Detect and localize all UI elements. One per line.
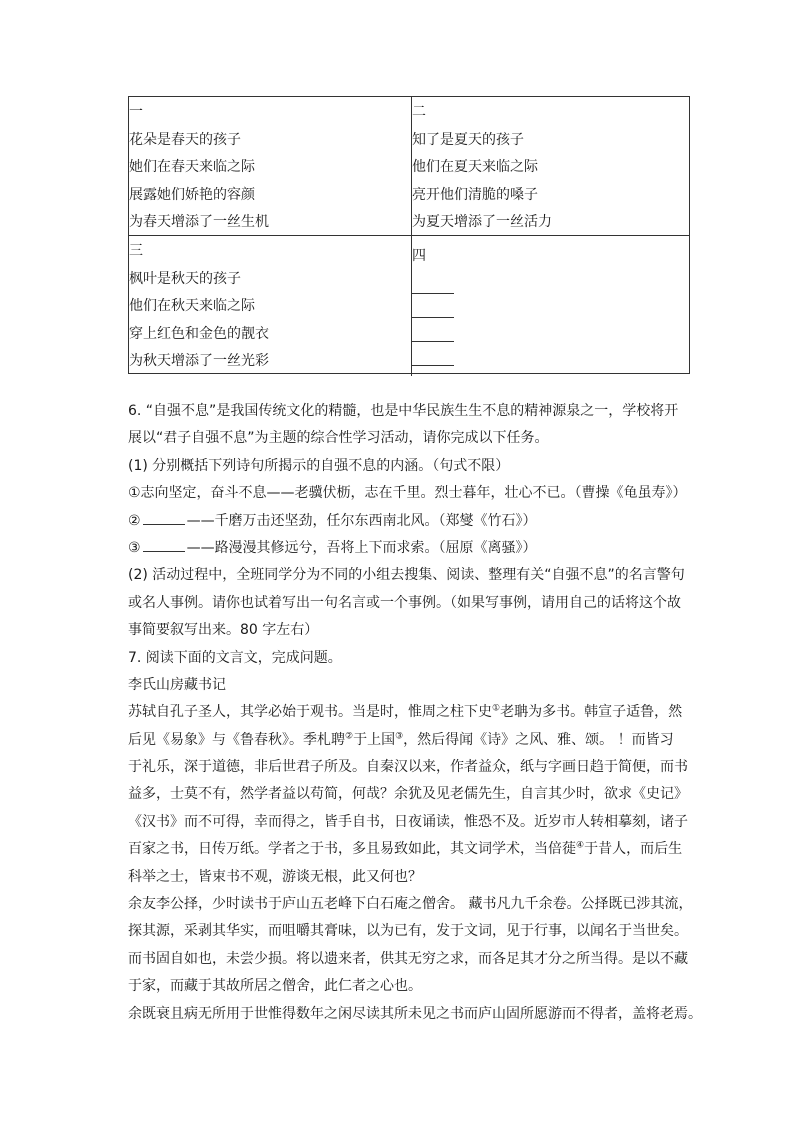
poem-line: 亮开他们清脆的嗓子 (412, 186, 538, 203)
footnote-marker: ④ (576, 840, 585, 851)
passage-text: 百家之书，日传万纸。学者之于书，多且易致如此，其文词学术，当倍蓰 (128, 841, 576, 858)
q6-subquestion-2: 事简要叙写出来。80 字左右） (128, 622, 319, 639)
item-text: ——路漫漫其修远兮，吾将上下而求索。（屈原《离骚》） (186, 539, 537, 556)
q6-subquestion-2: (2) 活动过程中，全班同学分为不同的小组去搜集、阅读、整理有关“自强不息”的名言警句 (128, 567, 685, 584)
passage-text: 于昔人，而后生 (584, 841, 683, 858)
q7-intro: 7. 阅读下面的文言文，完成问题。 (128, 649, 342, 666)
poem-line: 为夏天增添了一丝活力 (412, 214, 552, 230)
answer-blank[interactable] (143, 537, 185, 552)
item-text: ——千磨万击还坚劲，任尔东西南北风。（郑燮《竹石》） (186, 512, 537, 529)
passage-line: 于礼乐，深于道德，非后世君子所及。自秦汉以来，作者益众，纸与字画日趋于简便，而书 (128, 759, 688, 776)
passage-text: 苏轼自孔子圣人，其学必始于观书。当是时，惟周之柱下史 (128, 704, 492, 721)
q6-subquestion-1: (1) 分别概括下列诗句所揭示的自强不息的内涵。（句式不限） (128, 457, 510, 474)
passage-line (128, 727, 704, 754)
item-number: ③ (128, 539, 141, 556)
passage-line: 科举之士，皆束书不观，游谈无根，此又何也？ (128, 868, 422, 885)
q6-item-1: ①志向坚定，奋斗不息——老骥伏枥，志在千里。烈士暮年，壮心不已。（曹操《龟虽寿》） (128, 485, 687, 502)
footnote-marker: ② (345, 731, 354, 742)
poem-line: 四 (412, 248, 426, 264)
poem-line: 穿上红色和金色的靓衣 (129, 325, 269, 342)
passage-line (128, 836, 704, 863)
passage-line: 益多，士莫不有，然学者益以苟简，何哉？余犹及见老儒先生，自言其少时，欲求《史记》 (128, 786, 688, 803)
poem-line: 她们在春天来临之际 (129, 159, 255, 175)
item-number: ② (128, 512, 141, 529)
q6-intro: 6. “自强不息”是我国传统文化的精髓，也是中华民族生生不息的精神源泉之一，学校将开 (128, 403, 679, 419)
poem-line: 三 (129, 243, 143, 259)
q6-item-2 (128, 508, 704, 535)
poem-table (128, 96, 690, 374)
passage-text: 后见《易象》与《鲁春秋》。季札聘 (128, 731, 345, 748)
question-text (128, 398, 704, 1028)
passage-line: 探其源，采剥其华实，而咀嚼其膏味，以为已有，发于文词，见于行事，以闻名于当世矣。 (128, 923, 688, 940)
q6-subquestion-2: 或名人事例。请你也试着写出一句名言或一个事例。（如果写事例，请用自己的话将这个故 (128, 594, 681, 611)
passage-text: 于上国 (353, 731, 396, 748)
poem-line: 知了是夏天的孩子 (412, 131, 524, 148)
answer-blank[interactable] (412, 342, 454, 366)
answer-blank[interactable] (412, 294, 454, 318)
poem-line: 一 (129, 104, 143, 120)
q6-item-3 (128, 535, 704, 562)
poem-line: 为春天增添了一丝生机 (129, 214, 269, 230)
poem-cell-2 (412, 97, 689, 236)
footnote-marker: ① (492, 703, 501, 714)
passage-line: 而书固自如也，未尝少损。将以遗来者，供其无穷之求，而各足其才分之所当得。是以不藏 (128, 950, 688, 967)
passage-title: 李氏山房藏书记 (128, 676, 226, 693)
poem-line: 枫叶是秋天的孩子 (129, 270, 241, 287)
poem-line: 他们在夏天来临之际 (412, 159, 538, 175)
poem-line: 二 (412, 104, 426, 120)
passage-text: 老聃为多书。韩宣子适鲁，然 (500, 704, 683, 721)
answer-blank[interactable] (143, 510, 185, 525)
passage-line: 《汉书》而不可得，幸而得之，皆手自书，日夜诵读，惟恐不及。近岁市人转相摹刻，诸子 (128, 813, 688, 830)
passage-line: 于家，而藏于其故所居之僧舍，此仁者之心也。 (128, 978, 422, 995)
passage-line (128, 699, 704, 726)
poem-line: 为秋天增添了一丝光彩 (129, 353, 269, 369)
poem-line: 展露她们娇艳的容颜 (129, 186, 255, 203)
passage-text: ，然后得闻《诗》之风、雅、颂。 ！而皆习 (403, 731, 674, 748)
answer-blank[interactable] (412, 270, 454, 294)
passage-line: 余既衰且病无所用于世惟得数年之闲尽读其所未见之书而庐山固所愿游而不得者，盖将老焉。 (128, 1005, 702, 1022)
footnote-marker: ③ (395, 731, 404, 742)
poem-cell-1 (129, 97, 412, 236)
passage-line: 余友李公择，少时读书于庐山五老峰下白石庵之僧舍。 藏书凡九千余卷。公择既已涉其流， (128, 896, 693, 913)
q6-intro: 展以“君子自强不息”为主题的综合性学习活动，请你完成以下任务。 (128, 430, 549, 447)
poem-line: 花朵是春天的孩子 (129, 131, 241, 148)
poem-cell-3 (129, 236, 412, 376)
poem-cell-4 (412, 236, 689, 376)
answer-blank[interactable] (412, 318, 454, 342)
poem-line: 他们在秋天来临之际 (129, 298, 255, 314)
